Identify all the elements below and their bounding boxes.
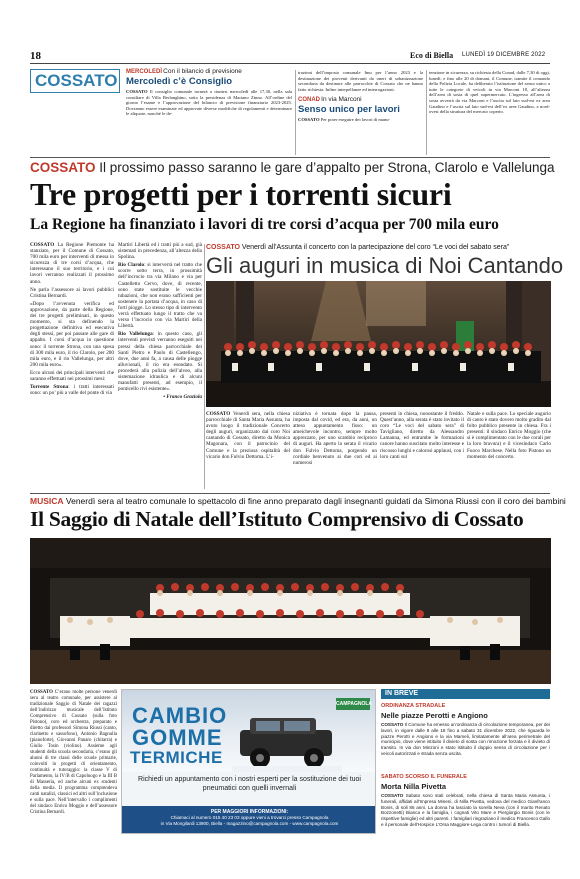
kicker-text: Il prossimo passo saranno le gare d’appalto per Strona, Clarolo e Vallelunga: [99, 160, 555, 175]
school-concert-illustration: [30, 538, 551, 684]
ad-headline-line-2: GOMME: [132, 725, 223, 750]
author-signature: • Franco Graziola: [163, 394, 202, 401]
brief-lead: COSSATO: [381, 722, 404, 727]
concert-kicker: [206, 244, 551, 251]
brief-kicker: CONAD: [298, 97, 320, 104]
concert-column-2: [293, 411, 377, 468]
brief-kicker-title: In via Marconi: [321, 96, 362, 104]
brief-kicker: ORDINANZA STRADALE: [381, 703, 446, 709]
tyre-change-advertisement[interactable]: [121, 689, 376, 834]
concert-column-4: [467, 411, 551, 462]
brief-consiglio: [126, 68, 292, 117]
page-number: 18: [30, 50, 41, 62]
concert-column-3: [380, 411, 464, 462]
brief-title: Morta Nilla Pivetta: [381, 782, 447, 791]
main-deck: La Regione ha finanziato i lavori di tre corsi d’acqua per 700 mila euro: [30, 216, 499, 233]
section-divider: [30, 157, 550, 158]
article-text: : si interverrà nel tratto che scorre sotto terra, in prossimità dell’incrocio tra via Milano e via per Castelletto Cervo, dove, di recente, sono state sostituite le vecchie tubazioni, che non erano sufficienti per sostenere la portata d’acqua, in caso di forti piogge. Lo stesso tipo di intervento verrà effettuato lungo il tratto che va verso l’incrocio con via Martiri della Libertà.: [118, 262, 202, 330]
brief-senso-unico-continued: [429, 70, 550, 115]
main-column-2: [118, 242, 202, 402]
main-column-1: [30, 242, 114, 398]
school-concert-photo: [30, 538, 551, 684]
column-divider: [426, 70, 427, 155]
ad-footer-title: PER MAGGIORI INFORMAZIONI:: [210, 809, 289, 815]
school-show-kicker: [30, 496, 566, 506]
town-section-tag: COSSATO: [30, 69, 120, 93]
article-text: presenti in chiesa, nonostante il freddo. Quest’anno, alla serata è stato invitato il coro “Le voci del sabato sera” di Tavigliano, diretto da Alessandro Lamanna, ed entrambe le formazioni canore hanno suscitato molto interesse e riscosso lunghi e calorosi applausi, con i loro canti sul: [380, 411, 464, 460]
article-lead: COSSATO: [30, 242, 55, 248]
column-divider: [204, 244, 205, 489]
concert-headline: Gli auguri in musica di Noi Cantando: [206, 253, 564, 278]
article-text: Venerdì sera, nella chiesa parrocchiale di Santa Maria Assunta, ha avuto luogo il tradizionale Concerto degli auguri, organizzato dal coro Noi cantando di Cossato, diretto da Monica Magonara, con il patrocinio del Comune e la preziosa ospitalità del vicario don Fulvio Dettoma. L’i-: [206, 411, 290, 460]
brief-body: [381, 793, 550, 828]
brief-body: [381, 722, 550, 757]
article-text: : i tratti interessati sono: un po’ più a valle del ponte di via: [30, 384, 114, 397]
school-show-article: [30, 690, 117, 818]
brief-lead: COSSATO: [126, 89, 148, 94]
article-text: : in questo caso, gli interventi previsti verranno eseguiti nei pressi della chiesa parrocchiale dei Santi Pietro e Paolo di Castellengo, dove, due anni fa, a causa delle piogge alluvionali, il rio era esondato. Si procederà alla pulizia dell’alveo, alla sistemazione idraulica e di alcuni manufatti presenti, ad esempio, il ponticello rivi esistente».: [118, 331, 202, 393]
ad-footer-line: Chiamaci al numero 015 40 23 03 oppure vieni a trovarci presso Campagnola: [170, 815, 329, 821]
brief-consiglio-continued: [298, 70, 423, 123]
article-subhead: Rio Clarolo: [118, 262, 145, 269]
issue-date: LUNEDÌ 19 DICEMBRE 2022: [462, 52, 546, 58]
kicker-section: MUSICA: [30, 496, 64, 506]
article-lead: COSSATO: [30, 690, 53, 695]
kicker-text: Venerdì sera al teatro comunale lo spettacolo di fine anno preparato dagli insegnanti guidati da Simona Riussi con il coro dei bambini: [65, 496, 566, 506]
brief-text: Per poter eseguire dei lavori di manu-: [320, 117, 391, 123]
ad-brand-logo: CAMPAGNOLA: [336, 698, 370, 710]
brief-text-continued: trazioni dell’imposta comunale Imu per l’anno 2023 e la destinazione dei proventi derivanti da oneri di urbanizzazione secondaria da destinare alle parrocchie di Cossato che ne hanno fatto richiesta. Infine interpellanze ed interrogazioni.: [298, 70, 423, 92]
brief-title: Mercoledì c’è Consiglio: [126, 76, 233, 87]
brief-kicker: SABATO SCORSO IL FUNERALE: [381, 774, 467, 780]
main-headline: Tre progetti per i torrenti sicuri: [30, 176, 452, 212]
main-story-kicker: [30, 160, 555, 175]
brief-text: Il Comune ha emesso un’ordinanza di circolazione temporanea, per dei lavori, in vigore dalle 8 alle 18 fino a sabato 31 dicembre 2022, che riguarda le piazze Perotti e Angiono e la via Mameli, limitatamente all’area perimetrale del municipio, dove viene istituito il divieto di sosta con rimozione forzata e il divieto di transito. In via don Minzoni e stato istituito il doppio senso di circolazione per i veicoli autorizzati e strada senza uscita.: [381, 722, 551, 756]
school-show-headline: Il Saggio di Natale dell’Istituto Comprensivo di Cossato: [30, 507, 524, 531]
choir-photo-illustration: [206, 281, 551, 407]
ad-headline-line-3: TERMICHE: [130, 748, 223, 767]
ad-body-text: Richiedi un appuntamento con i nostri esperti per la sostituzione dei tuoi pneumatici con quelli invernali: [138, 776, 361, 792]
article-text: Ecco alcuni dei principali interventi che saranno effettuati nei prossimi mesi:: [30, 369, 114, 382]
ad-contact-footer: [122, 806, 376, 834]
in-brief-header: IN BREVE: [381, 689, 550, 699]
article-text: «Dopo l’avvenuta verifica ed approvazione, da parte della Regione, dei tre progetti preliminari, in questo momento, si sta definendo la progettazione definitiva ed esecutiva degli stessi, per poi passare alle gare di appalto. I corsi d’acqua in questione sono: il torrente Strona, con una spesa di 300 mila euro, il rio Clarolo, per 200 mila euro, e il rio Vallelunga, per altri 200 mila euro».: [30, 300, 114, 368]
article-text: Natale e sulla pace. Lo speciale augurio di canto è stato dovero molto gradito dal folto pubblico presente in chiesa. Fra i presenti: il sindaco Enrico Moggio (che si è complimentato con le due corali per la loro bravura) e il vicesindaco Carlo Fuoco Marchese. Nella foto Pistono un momento del concerto.: [467, 411, 551, 460]
brief-kicker: MERCOLEDÌ: [126, 69, 162, 75]
kicker-text: Venerdì all’Assunta il concerto con la partecipazione del coro “Le voci del sabato sera”: [241, 244, 510, 251]
brief-title: Senso unico per lavori: [298, 104, 400, 116]
article-text: La Regione Piemonte ha stanziato, per il Comune di Cossato, 700 mila euro per interventi di messa in sicurezza di tre corsi d’acqua, che interessano il suo territorio, e i cui lavori verranno realizzati il prossimo anno.: [30, 242, 115, 285]
article-text: Martiri Libertà ed i tratti più a sud, già sistemati in precedenza, all’altezza della Spolina.: [118, 242, 202, 261]
article-text: Ne parla l’assessore ai lavori pubblici Cristina Bernardi.: [30, 286, 114, 299]
brief-lead: COSSATO: [381, 793, 404, 798]
ad-footer-line: in Via Mongilardi 13900, Biella - magazzino@campagnola.com - www.campagnola.com: [160, 821, 339, 827]
brief-text-continued: tenzione in sicurezza, su richiesta della Conad, dalle 7,30 di oggi, lunedì, e fino alle 20 di domani, il Comune, tramite il comando della Polizia Locale, ha deliberato l’istituzione del senso unico a tutte le categorie di veicoli in via Marconi 18, all’altezza dell’area di sosta di quel supermercato. L’ingresso all’area di sosta avverrà da via Marconi e l’uscita sul lato sud-est ex area Gaudino e l’uscita sul lato sud-est dell’ex area Gaudino, a nord-ovest della struttura del mercato coperto.: [429, 70, 550, 115]
article-subhead: Rio Vallelunga: [118, 331, 153, 338]
brief-title: Nelle piazze Perotti e Angiono: [381, 711, 488, 720]
column-divider: [295, 70, 296, 155]
concert-choir-photo: [206, 281, 551, 407]
brief-text: Sabato sono stati celebrati, nella chiesa di Santa Maria Assunta, i funerali, affidati all’Impresa Mineni, di Nilla Pivetta, vedova del medico Gianfranco Bonis, di soli 86 anni. La donna ha lasciato la sorella Neva (con il marito Renato Bozzonetti) Bianca e la famiglia, i cognati Vito Mare e Piergiorgio Bonis (con le rispettive famiglie) ed altri parenti. I famigliari ringraziano il medico Francesco Gallo e il personale dell’Hospice L’Orsa Maggiore-Lega contro i tumori di Biella.: [381, 793, 551, 827]
brief-lead: COSSATO: [298, 117, 320, 123]
article-lead: COSSATO: [206, 411, 231, 417]
section-divider: [30, 493, 550, 494]
article-text: C’erano molte persone venerdì sera al teatro comunale, per assistere al tradizionale Saggio di Natale dei ragazzi dell’indirizzo musicale dell’Istituto Comprensivo di Cossato (sulla foto Pistono), coro ed orchestra, preparato e diretto dai professori Simona Riussi (canto, clarinetto e sassofono), Antonio Bagnulla (pianoforte), Giovanni Panaro (chitarra) e Giulio Tosin (violino). Assieme agli studenti della scuola secondaria, c’erano gli alunni di tre classi delle scuole primarie, coinvolti in progetti di orientamento, continuità e tutoraggio: la classe V di Parlamento, la IV/B di Capoluogo e la III B di Masseria, ed anche alcuni ex studenti della media. Il programma comprendeva canti natalizi, classici ed altri sull’inclusione e sulla pace. Nell’intervallo i complimenti del sindaco Enrico Moggio e dell’assessore Cristina Bernardi.: [30, 690, 117, 815]
jeep-car-image: [232, 712, 342, 772]
kicker-town: COSSATO: [206, 244, 240, 251]
page-header: [30, 50, 550, 64]
ad-headline-line-1: CAMBIO: [132, 703, 228, 728]
brief-kicker-title: Con il bilancio di previsione: [163, 68, 242, 75]
article-subhead: Torrente Strona: [30, 384, 69, 391]
article-text: niziativa è tornata dopo la pausa, imposta dal covid, ed era, da anni, un atteso appuntamento fisso: un ameichevole incontro, sempre molto apprezzato, per uno scambio reciproco di auguri. Ha aperto la serata il vicario don Fulvio Dettoma, porgendo un cordiale benvenuto ai due cori ed ai numerosi: [293, 411, 377, 466]
newspaper-name: Eco di Biella: [410, 51, 454, 60]
concert-column-1: [206, 411, 290, 462]
brief-text: Il consiglio comunale tornerà a riunirsi mercoledì alle 17,30, nella sala consiliare di Villa Berlanghino, sotto la presidenza di Mariano Zinno. All’ordine del giorno l’esame e l’approvazione del bilancio di previsione finanziario 2023-2025. Dovranno essere esaminate ed approvate diverse modifiche di regolamenti e determinare le aliquote, nonché le de-: [126, 89, 292, 117]
kicker-town: COSSATO: [30, 160, 96, 175]
